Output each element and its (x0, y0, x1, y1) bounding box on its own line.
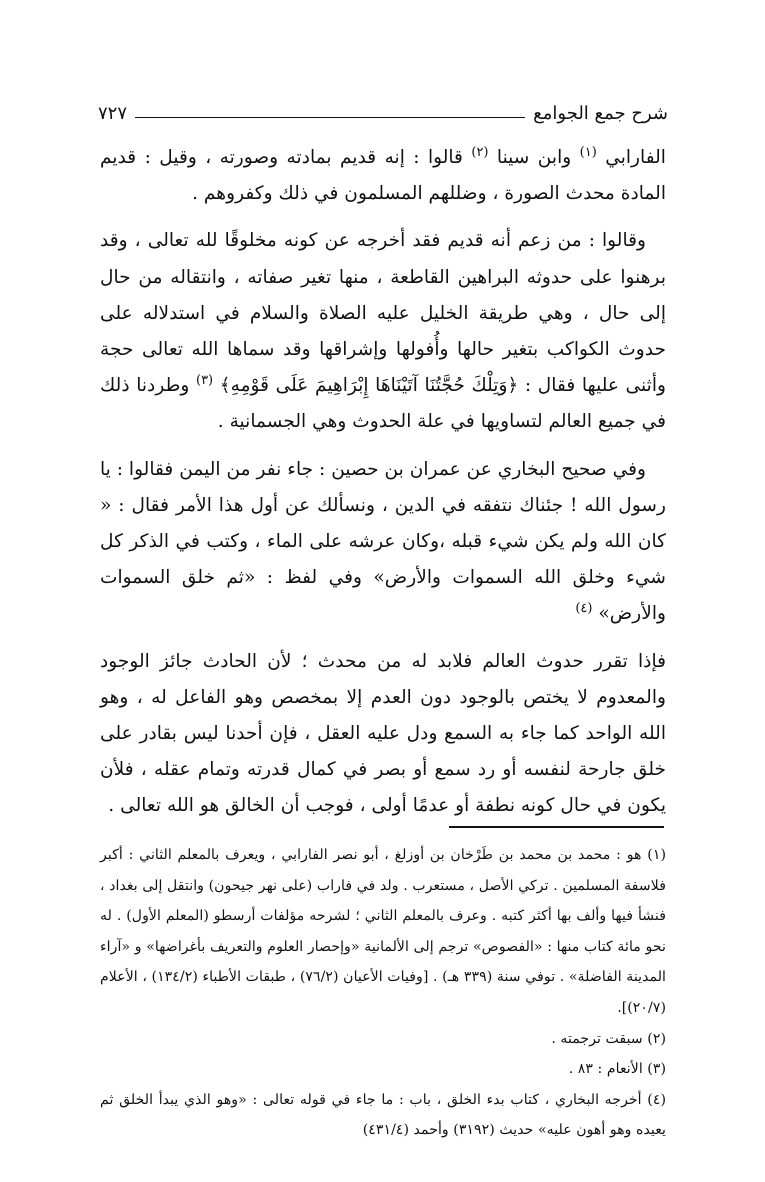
page-number: ٧٢٧ (98, 102, 128, 124)
book-title: شرح جمع الجوامع (533, 102, 668, 124)
footnote-ref-4: (٤) (575, 601, 593, 617)
paragraph-2-end: وطردنا ذلك في جميع العالم لتساويها في علة الحدوث وهي الجسمانية . (100, 375, 666, 433)
footnotes (100, 840, 666, 1146)
paragraph-3 (100, 452, 666, 633)
footnote-ref-2: (٢) (471, 144, 489, 160)
paragraph-2 (100, 223, 666, 440)
footnote-separator (449, 826, 664, 828)
header-rule (135, 117, 525, 118)
footnote-ref-1: (١) (579, 144, 597, 160)
paragraph-1-mid: وابن سينا (496, 147, 572, 168)
paragraph-1-start: الفارابي (605, 147, 666, 168)
paragraph-3-text: وفي صحيح البخاري عن عمران بن حصين : جاء نفر من اليمن فقالوا : يا رسول الله ! جئناك نتفقه في الدين ، ونسألك عن أول هذا الأمر فقال : « كان الله ولم يكن شيء قبله ،وكان عرشه على الماء ، وكتب في الذكر كل شيء وخلق الله السموات والأرض» وفي لفظ : «ثم خلق السموات والأرض» (99, 458, 666, 625)
footnote-2: (٢) سبقت ترجمته . (551, 1030, 666, 1047)
main-text (100, 140, 666, 836)
footnote-4: (٤) أخرجه البخاري ، كتاب بدء الخلق ، باب : ما جاء في قوله تعالى : «وهو الذي يبدأ الخلق ثم يعيده وهو أهون عليه» حديث (٣١٩٢) وأحمد (٤٣١/٤) (100, 1091, 666, 1139)
paragraph-1 (100, 140, 666, 212)
paragraph-4: فإذا تقرر حدوث العالم فلابد له من محدث ؛ لأن الحادث جائز الوجود والمعدوم لا يختص بالوجود دون العدم إلا بمخصص وهو الفاعل له ، وهو الله الواحد كما جاء به السمع ودل عليه العقل ، فإن أحدنا ليس بقادر على خلق جارحة لنفسه أو رد سمع أو بصر في كمال قدرته وتمام عقله ، فلأن يكون في حال كونه نطفة أو عدمًا أولى ، فوجب أن الخالق هو الله تعالى . (100, 650, 666, 817)
paragraph-2-start: وقالوا : من زعم أنه قديم فقد أخرجه عن كونه مخلوقًا لله تعالى ، وقد برهنوا على حدوثه البراهين القاطعة ، منها تغير صفاته ، وانتقاله من حال إلى حال ، وهي طريقة الخليل عليه الصلاة والسلام في استدلاله على حدوث الكواكب بتغير حالها وأُفولها وإشراقها وقد سماها الله تعالى حجة وأثنى عليها فقال : ﴿وَتِلْكَ حُجَّتُنَا آتَيْنَاهَا إِبْرَاهِيمَ عَلَى قَوْمِهِ﴾ (100, 230, 666, 397)
running-header (98, 98, 668, 128)
footnote-ref-3: (٣) (195, 373, 214, 389)
footnote-3: (٣) الأنعام : ٨٣ . (568, 1061, 666, 1078)
paragraph-1-end: قالوا : إنه قديم بمادته وصورته ، وقيل : قديم المادة محدث الصورة ، وضللهم المسلمون في ذلك وكفروهم . (100, 147, 666, 205)
footnote-1: (١) هو : محمد بن محمد بن طَرْخان بن أوزلغ ، أبو نصر الفارابي ، ويعرف بالمعلم الثاني : أكبر فلاسفة المسلمين . تركي الأصل ، مستعرب . ولد في فاراب (على نهر جيحون) وانتقل إلى بغداد ، فنشأ فيها وألف بها أكثر كتبه . وعرف بالمعلم الثاني ؛ لشرحه مؤلفات أرسطو (المعلم الأول) . له نحو مائة كتاب منها : «الفصوص» ترجم إلى الألمانية «وإحصار العلوم والتعريف بأغراضها» و «آراء المدينة الفاضلة» . توفي سنة (٣٣٩ هـ) . [وفيات الأعيان (٧٦/٢) ، طبقات الأطباء (١٣٤/٢) ، الأعلام (٢٠/٧)]. (100, 847, 666, 1016)
